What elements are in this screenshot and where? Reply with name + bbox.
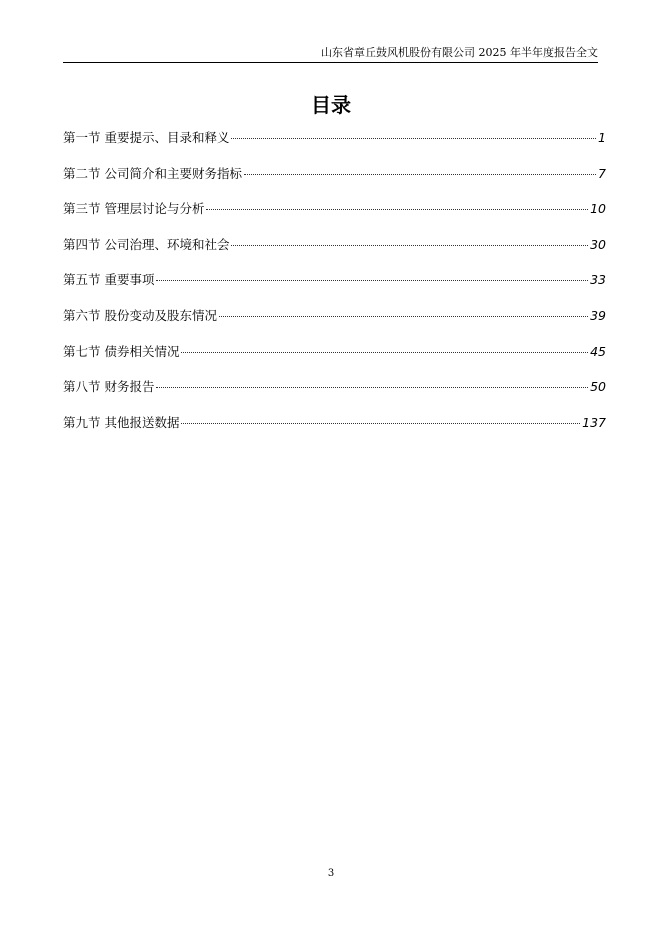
dot-leader — [156, 387, 588, 388]
table-of-contents — [63, 127, 606, 447]
dot-leader — [181, 423, 580, 424]
toc-entry-page: 10 — [590, 201, 606, 217]
toc-entry-label: 第三节 管理层讨论与分析 — [63, 201, 205, 217]
page-number: 3 — [327, 868, 335, 879]
toc-entry-page: 33 — [590, 272, 606, 288]
toc-entry-page: 39 — [590, 307, 606, 323]
page-header — [63, 46, 598, 63]
toc-entry-page: 45 — [590, 343, 606, 359]
toc-entry[interactable] — [63, 376, 606, 412]
toc-entry-label: 第九节 其他报送数据 — [63, 414, 180, 430]
toc-entry-page: 30 — [590, 236, 606, 252]
dot-leader — [231, 138, 596, 139]
toc-entry[interactable] — [63, 127, 606, 163]
header-text: 山东省章丘鼓风机股份有限公司 2025 年半年度报告全文 — [321, 46, 598, 59]
dot-leader — [219, 316, 588, 317]
toc-entry-page: 1 — [598, 130, 606, 145]
dot-leader — [156, 280, 588, 281]
toc-entry-label: 第一节 重要提示、目录和释义 — [63, 130, 230, 145]
toc-entry-label: 第二节 公司简介和主要财务指标 — [63, 165, 242, 181]
toc-entry-page: 50 — [590, 379, 606, 395]
toc-entry-label: 第四节 公司治理、环境和社会 — [63, 236, 230, 252]
toc-entry[interactable] — [63, 341, 606, 377]
toc-entry-page: 7 — [598, 165, 606, 181]
toc-entry-label: 第六节 股份变动及股东情况 — [63, 307, 217, 323]
toc-title: 目录 — [311, 93, 351, 117]
toc-entry[interactable] — [63, 305, 606, 341]
toc-entry[interactable] — [63, 412, 606, 448]
toc-entry-page: 137 — [582, 414, 606, 430]
dot-leader — [231, 245, 588, 246]
toc-entry[interactable] — [63, 234, 606, 270]
dot-leader — [206, 209, 588, 210]
toc-entry-label: 第七节 债券相关情况 — [63, 343, 180, 359]
toc-entry[interactable] — [63, 269, 606, 305]
toc-entry[interactable] — [63, 198, 606, 234]
toc-entry[interactable] — [63, 163, 606, 199]
toc-entry-label: 第五节 重要事项 — [63, 272, 155, 288]
dot-leader — [244, 174, 596, 175]
dot-leader — [181, 352, 588, 353]
toc-entry-label: 第八节 财务报告 — [63, 379, 155, 395]
